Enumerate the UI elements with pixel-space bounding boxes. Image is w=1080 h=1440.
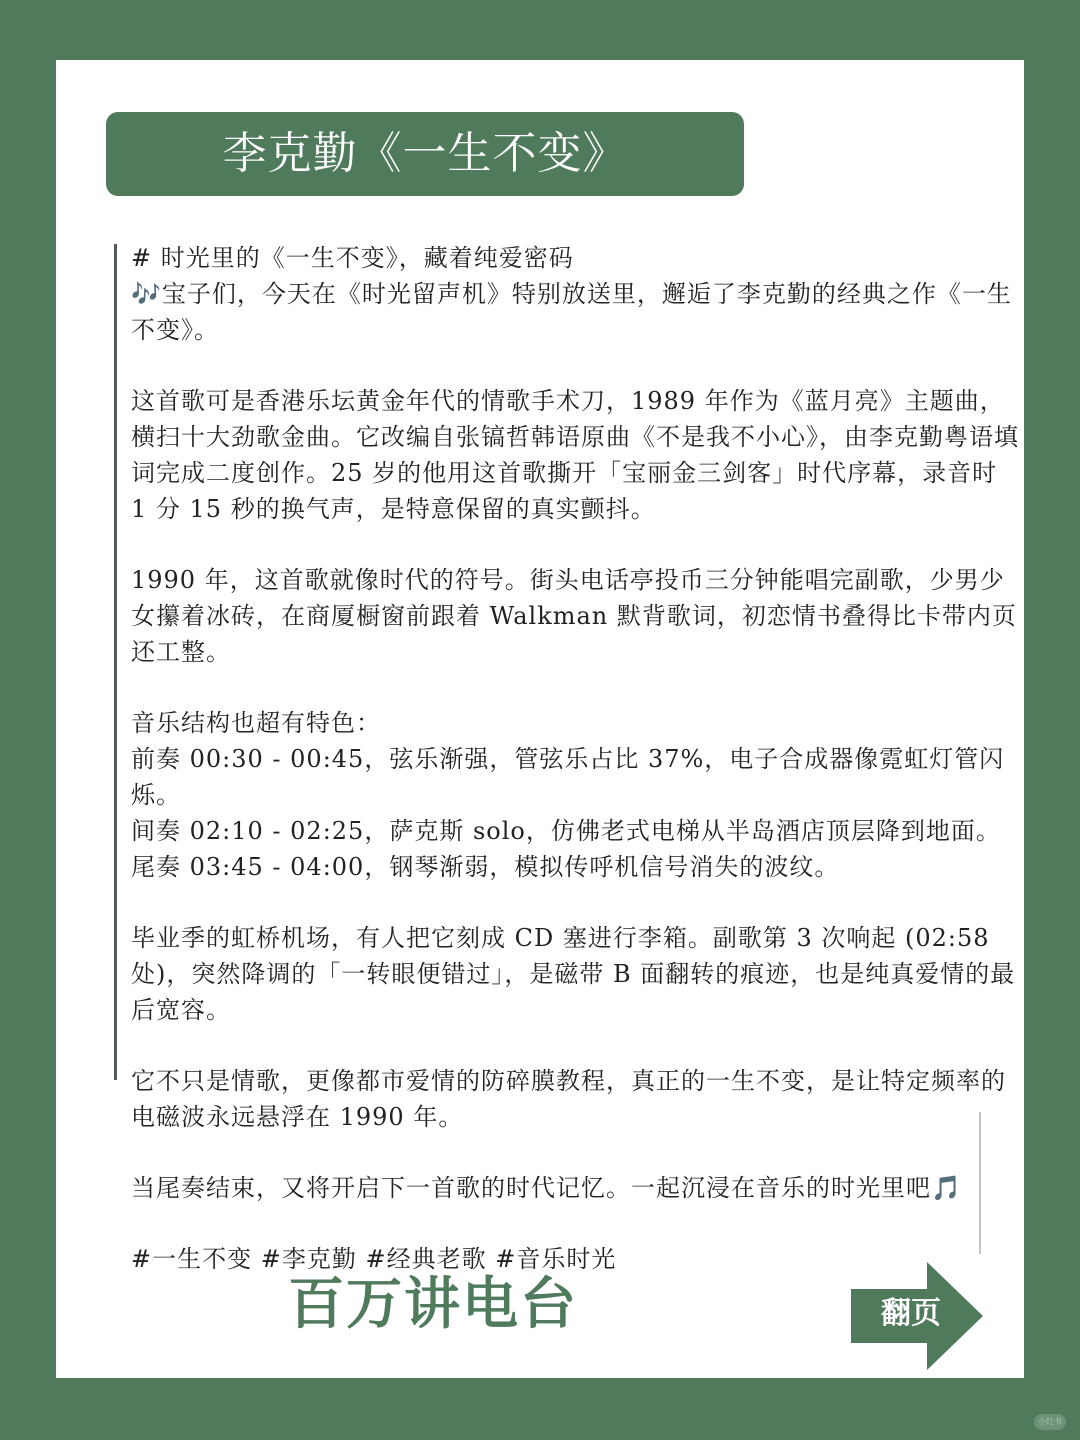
- paragraph-gap: [131, 527, 1021, 562]
- music-note-icon: 🎵: [931, 1174, 962, 1202]
- paragraph-gap: [131, 1135, 1021, 1170]
- intro-paragraph: [131, 276, 1021, 348]
- hashtags: #一生不变 #李克勤 #经典老歌 #音乐时光: [131, 1245, 617, 1273]
- intro-text: 宝子们，今天在《时光留声机》特别放送里，邂逅了李克勤的经典之作《一生不变》。: [131, 280, 1012, 344]
- structure-outro-line: 尾奏 03:45 - 04:00，钢琴渐弱，模拟传呼机信号消失的波纹。: [131, 853, 840, 881]
- section-heading: # 时光里的《一生不变》，藏着纯爱密码: [131, 244, 574, 272]
- meaning-paragraph: 它不只是情歌，更像都市爱情的防碎膜教程，真正的一生不变，是让特定频率的电磁波永远悬浮在 1990 年。: [131, 1067, 1006, 1131]
- paragraph-gap: [131, 670, 1021, 705]
- era-paragraph: 1990 年，这首歌就像时代的符号。街头电话亭投币三分钟能唱完副歌，少男少女攥着冰砖，在商厦橱窗前跟着 Walkman 默背歌词，初恋情书叠得比卡带内页还工整。: [131, 566, 1017, 666]
- paragraph-gap: [131, 1206, 1021, 1241]
- closing-text: 当尾奏结束，又将开启下一首歌的时代记忆。一起沉浸在音乐的时光里吧: [131, 1174, 931, 1202]
- watermark: 小红书: [1034, 1414, 1066, 1430]
- content-card: [56, 60, 1024, 1378]
- page-title: 李克勤《一生不变》: [106, 112, 744, 196]
- paragraph-gap: [131, 885, 1021, 920]
- paragraph-gap: [131, 348, 1021, 383]
- structure-interlude-line: 间奏 02:10 - 02:25，萨克斯 solo，仿佛老式电梯从半岛酒店顶层降到地面。: [131, 817, 1001, 845]
- structure-intro-line: 前奏 00:30 - 00:45，弦乐渐强，管弦乐占比 37%，电子合成器像霓虹灯管闪烁。: [131, 745, 1005, 809]
- closing-paragraph: [131, 1170, 1021, 1206]
- history-paragraph: 这首歌可是香港乐坛黄金年代的情歌手术刀，1989 年作为《蓝月亮》主题曲，横扫十大劲歌金曲。它改编自张镐哲韩语原曲《不是我不小心》，由李克勤粤语填词完成二度创作。25 岁的他用这首歌撕开「宝丽金三剑客」时代序幕，录音时 1 分 15 秒的换气声，是特意保留的真实颤抖。: [131, 387, 1019, 523]
- article-body: [131, 240, 1021, 1277]
- paragraph-gap: [131, 1028, 1021, 1063]
- memory-paragraph: 毕业季的虹桥机场，有人把它刻成 CD 塞进行李箱。副歌第 3 次响起 (02:58 处)，突然降调的「一转眼便错过」，是磁带 B 面翻转的痕迹，也是纯真爱情的最后宽容。: [131, 924, 1016, 1024]
- structure-heading: 音乐结构也超有特色：: [131, 709, 381, 737]
- left-divider-line: [114, 244, 117, 1080]
- music-notes-icon: 🎶: [131, 280, 162, 308]
- next-page-button[interactable]: 翻页: [881, 1296, 941, 1331]
- brand-name: 百万讲电台: [288, 1272, 578, 1337]
